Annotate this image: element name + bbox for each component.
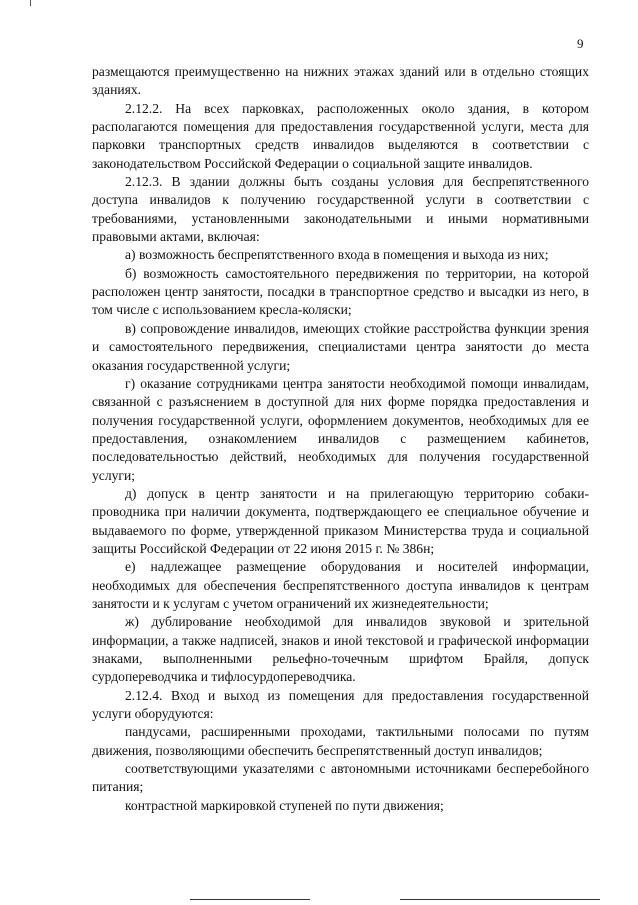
list-item-e: е) надлежащее размещение оборудования и носителей информации, необходимых для обеспечения беспрепятственного доступа инвалидов к центрам занятости и к услугам с учетом ограничений их жизнедеятельности; <box>92 559 589 611</box>
list-item-v: в) сопровождение инвалидов, имеющих стойкие расстройства функции зрения и самостоятельного передвижения, специалистами центра занятости до места оказания государственной услуги; <box>92 320 589 373</box>
paragraph-2-12-2: 2.12.2. На всех парковках, расположенных около здания, в котором располагаются помещения для предоставления государственной услуги, места для парковки транспортных средств инвалидов выделяются в соответствии с законодательством Российской Федерации о социальной защите инвалидов. <box>92 100 589 171</box>
page-number: 9 <box>577 36 584 51</box>
list-item-zh: ж) дублирование необходимой для инвалидов звуковой и зрительной информации, а также надписей, знаков и иной текстовой и графической информации знаками, выполненными рельефно-точечным шрифтом Брайля, допуск сурдопереводчика и тифлосурдопереводчика. <box>92 614 589 685</box>
list-item-g: г) оказание сотрудниками центра занятости необходимой помощи инвалидам, связанной с разъяснением в доступной для них форме порядка предоставления и получения государственной услуги, оформлением документов, необходимых для ее предоставления, ознакомлением инвалидов с размещением кабинетов, последовательностью действий, необходимых для получения государственной услуги; <box>92 375 589 483</box>
document-body <box>92 63 589 815</box>
scan-corner-mark <box>30 0 31 6</box>
equipment-item-marking: контрастной маркировкой ступеней по пути движения; <box>125 797 444 813</box>
paragraph-2-12-3: 2.12.3. В здании должны быть созданы условия для беспрепятственного доступа инвалидов к получению государственной услуги в соответствии с требованиями, установленными законодательными и иными нормативными правовыми актами, включая: <box>92 174 589 245</box>
bottom-scan-line <box>400 899 600 900</box>
paragraph-2-12-4: 2.12.4. Вход и выход из помещения для предоставления государственной услуги оборудуются: <box>92 687 589 722</box>
bottom-scan-line <box>190 899 310 900</box>
equipment-item-signs: соответствующими указателями с автономными источниками бесперебойного питания; <box>92 761 589 795</box>
paragraph-continuation: размещаются преимущественно на нижних этажах зданий или в отдельно стоящих зданиях. <box>92 64 589 98</box>
list-item-d: д) допуск в центр занятости и на прилегающую территорию собаки-проводника при наличии документа, подтверждающего ее специальное обучение и выдаваемого по форме, утвержденной приказом Министерства труда и социальной защиты Российской Федерации от 22 июня 2015 г. № 386н; <box>92 485 589 556</box>
equipment-item-ramps: пандусами, расширенными проходами, тактильными полосами по путям движения, позволяющими обеспечить беспрепятственный доступ инвалидов; <box>92 724 589 758</box>
list-item-a: а) возможность беспрепятственного входа в помещения и выхода из них; <box>125 247 549 263</box>
list-item-b: б) возможность самостоятельного передвижения по территории, на которой расположен центр занятости, посадки в транспортное средство и высадки из него, в том числе с использованием кресла-коляски; <box>92 265 589 318</box>
